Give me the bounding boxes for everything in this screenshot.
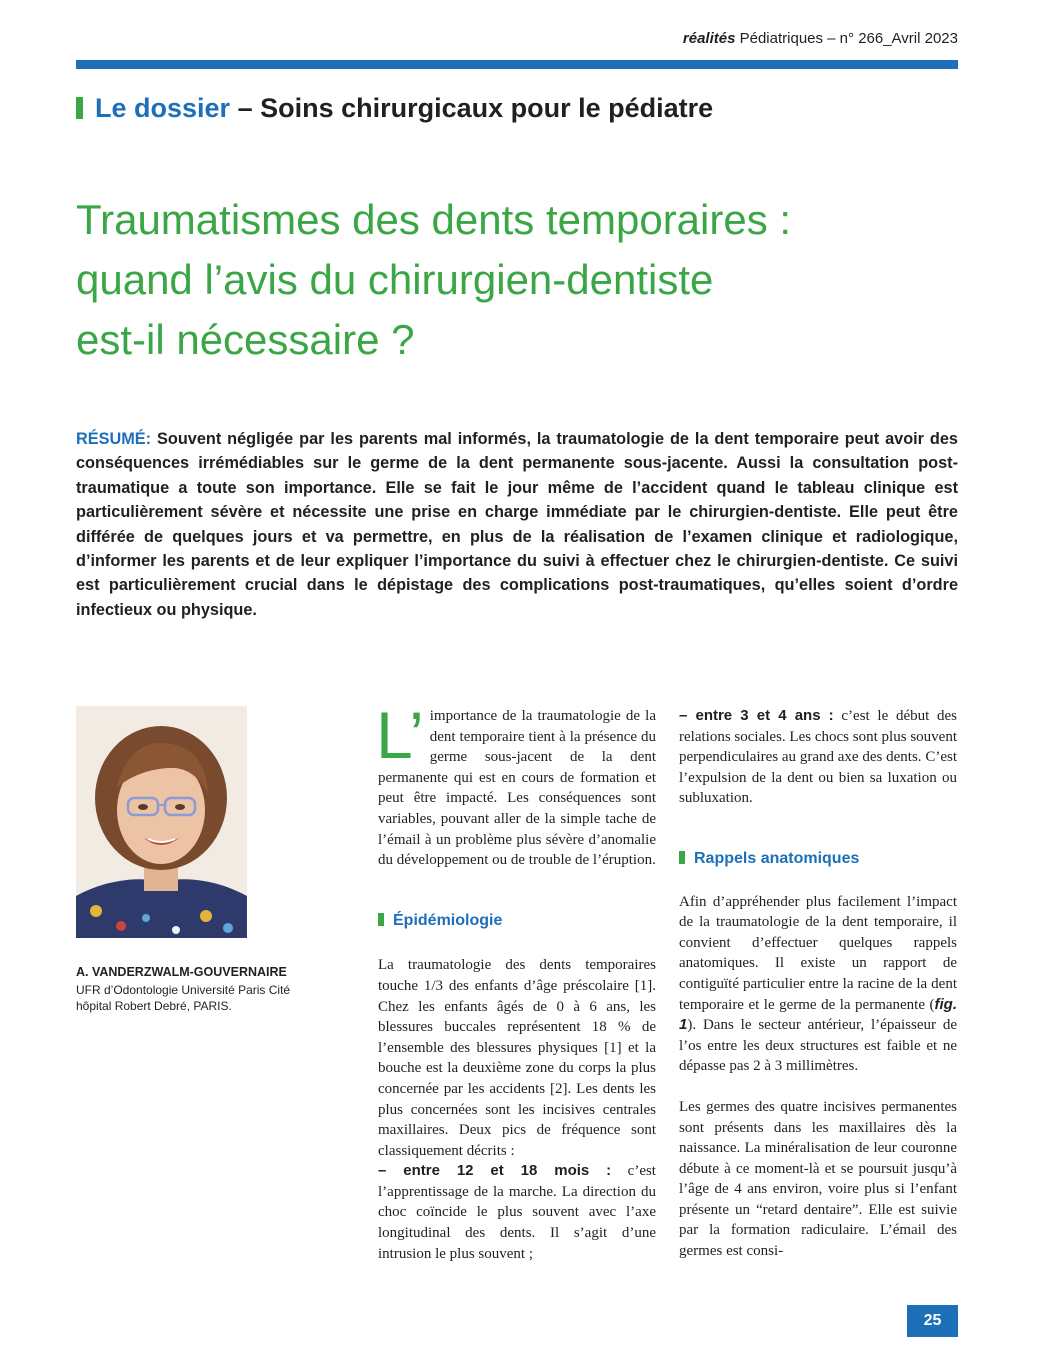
affiliation-line-1: UFR d’Odontologie Université Paris Cité [76, 983, 291, 997]
abstract [76, 427, 958, 622]
dossier-subject: – Soins chirurgicaux pour le pédiatre [230, 93, 714, 123]
heading-rappels-anatomiques [679, 849, 957, 870]
list-item-2 [679, 706, 957, 809]
abstract-text: Souvent négligée par les parents mal informés, la traumatologie de la dent temporaire peut avoir des conséquences irrémédiables sur le germe de la dent permanente sous-jacente. Aussi la consultation post-traumatique a toute son importance. Elle se fait le jour même de l’accident quand le tableau clinique est particulièrement sévère et nécessite une prise en charge immédiate par le chirurgien-dentiste. Elle peut être différée de quelques jours et va permettre, en plus de la réalisation de l’examen clinique et radiologique, d’informer les parents et de leur expliquer l’importance du suivi à effectuer chez le chirurgien-dentiste. Ce suivi est particulièrement crucial dans le dépistage des complications post-traumatiques, qu’elles soient d’ordre infectieux ou physique. [76, 430, 958, 619]
journal-issue: Pédiatriques – n° 266_Avril 2023 [735, 30, 958, 47]
list-item-2-label: – entre 3 et 4 ans : [679, 707, 834, 724]
figure-reference: fig. 1 [679, 995, 957, 1034]
heading-epidemiologie [378, 911, 656, 932]
intro-paragraph [376, 698, 656, 871]
list-item-2-text: c’est le début des relations sociales. Les chocs sont plus souvent perpendiculaires au grand axe des dents. C’est l’expulsion de la dent ou bien sa luxation ou subluxation. [679, 708, 957, 807]
article-title [76, 190, 976, 370]
list-item-1 [378, 1161, 656, 1264]
dossier-heading [76, 93, 713, 124]
heading-text: Épidémiologie [393, 911, 503, 929]
list-item-1-label: – entre 12 et 18 mois : [378, 1162, 612, 1180]
title-line-3: est-il nécessaire ? [76, 316, 415, 363]
intro-text: importance de la traumatologie de la dent temporaire tient à la présence du germe sous-jacent de la dent permanente qui est en cours de formation et peut être impacté. Les conséquences sont variables, pouvant aller de la simple tache de l’émail à un problème plus sévère d’anomalie du développement ou de trouble de l’éruption. [378, 708, 656, 869]
drop-cap: L’ [376, 698, 424, 772]
heading-marker [378, 913, 384, 926]
anatomy-paragraph-2: Les germes des quatre incisives permanentes sont présents dans les maxillaires dès la naissance. La minéralisation de leur couronne débute à ce moment-là et se poursuit jusqu’à l’âge de 4 ans environ, voire plus si l’enfant présente un “retard dentaire”. Elle est suivie par la formation radiculaire. L’émail des germes est consi- [679, 1098, 957, 1260]
green-marker [76, 97, 83, 119]
body-column-2 [679, 706, 957, 1262]
anatomy-text-b: ). Dans le secteur antérieur, l’épaisseur de l’os entre les deux structures est faible et ne dépasse pas 2 à 3 millimètres. [679, 1017, 957, 1075]
heading-text: Rappels anatomiques [694, 849, 860, 867]
anatomy-paragraph-1 [679, 892, 957, 1077]
author-name: A. VANDERZWALM-GOUVERNAIRE [76, 965, 287, 979]
dossier-label: Le dossier [95, 93, 231, 123]
page-number: 25 [907, 1305, 958, 1337]
author-affiliation [76, 982, 290, 1014]
abstract-label: RÉSUMÉ: [76, 430, 152, 448]
anatomy-text-a: Afin d’appréhender plus facilement l’impact de la traumatologie de la dent temporaire, il convient d’effectuer quelques rappels anatomiques. Il existe un rapport de contiguïté particulier entre la racine de la dent temporaire et le germe de la permanente ( [679, 893, 957, 1013]
body-column-1 [376, 698, 656, 1264]
top-rule [76, 60, 958, 69]
title-line-1: Traumatismes des dents temporaires : [76, 196, 792, 243]
journal-name: réalités [682, 30, 736, 47]
running-head [683, 30, 958, 47]
author-photo [76, 706, 247, 938]
affiliation-line-2: hôpital Robert Debré, PARIS. [76, 999, 232, 1013]
epidemiology-paragraph: La traumatologie des dents temporaires touche 1/3 des enfants d’âge préscolaire [1]. Chez les enfants âgés de 0 à 6 ans, les blessures buccales représentent 18 % de l’ensemble des blessures physiques [1] et la bouche est la deuxième zone du corps la plus concernée par les accidents [2]. Les dents les plus concernées sont les incisives centrales maxillaires. Deux pics de fréquence sont classiquement décrits : [378, 957, 656, 1159]
list-item-1-text: c’est l’apprentissage de la marche. La direction du choc coïncide le plus souvent avec l’axe longitudinal des dents. Il s’agit d’une intrusion le plus souvent ; [378, 1163, 656, 1262]
title-line-2: quand l’avis du chirurgien-dentiste [76, 256, 714, 303]
heading-marker [679, 851, 685, 864]
